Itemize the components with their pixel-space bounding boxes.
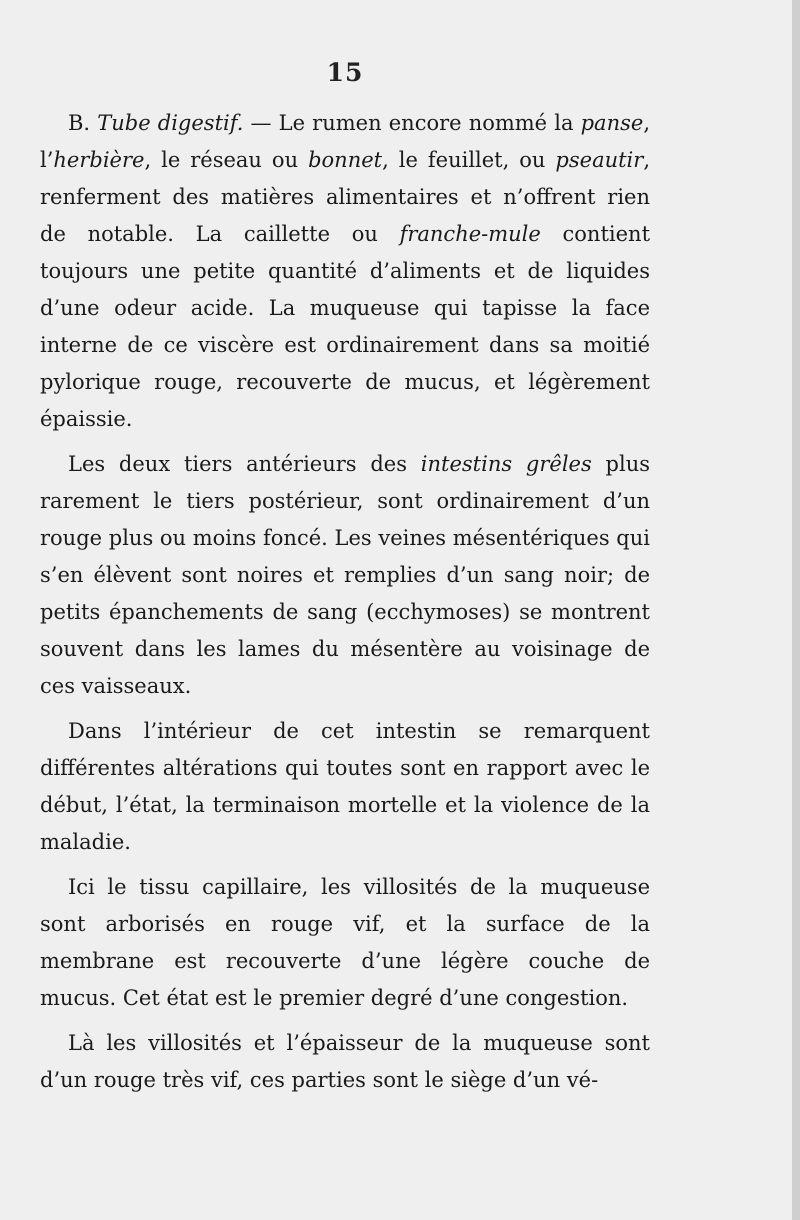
paragraph	[40, 1025, 650, 1099]
text-run: Dans l’intérieur de cet intestin se remarquent différentes altérations qui toutes sont en rapport avec le début, l’état, la terminaison mortelle et la violence de la maladie.	[40, 719, 650, 854]
paragraph	[40, 713, 650, 861]
text-run: Les deux tiers antérieurs des	[68, 452, 421, 476]
paragraph	[40, 105, 650, 438]
text-run: Ici le tissu capillaire, les villosités de la muqueuse sont arborisés en rouge vif, et la surface de la membrane est recouverte d’une légère couche de mucus. Cet état est le premier degré d’une congestion.	[40, 875, 650, 1010]
text-run: B.	[68, 111, 98, 135]
italic-run: intestins grêles	[420, 452, 592, 476]
italic-run: panse	[580, 111, 644, 135]
italic-run: franche-mule	[399, 222, 541, 246]
text-run: , le feuillet, ou	[382, 148, 556, 172]
text-run: Là les villosités et l’épaisseur de la muqueuse sont d’un rouge très vif, ces parties sont le siège d’un vé-	[40, 1031, 650, 1092]
italic-run: herbière	[53, 148, 145, 172]
italic-run: Tube digestif.	[97, 111, 244, 135]
italic-run: bonnet	[308, 148, 383, 172]
text-run: — Le rumen encore nommé la	[243, 111, 581, 135]
page-number: 15	[326, 58, 364, 87]
text-run: contient toujours une petite quantité d’aliments et de liquides d’une odeur acide. La muqueuse qui tapisse la face interne de ce viscère est ordinairement dans sa moitié pylorique rouge, recouverte de mucus, et légèrement épaissie.	[40, 222, 651, 431]
paragraph	[40, 869, 650, 1017]
paragraph	[40, 446, 650, 705]
text-run: , renferment des matières alimentaires et n’offrent rien de notable. La caillette ou	[40, 148, 650, 246]
text-run: , le réseau ou	[144, 148, 309, 172]
text-run: plus rarement le tiers postérieur, sont ordinairement d’un rouge plus ou moins foncé. Les veines mésentériques qui s’en élèvent sont noires et remplies d’un sang noir; de petits épanchements de sang (ecchymoses) se montrent souvent dans les lames du mésentère au voisinage de ces vaisseaux.	[40, 452, 650, 698]
text-run: , l’	[40, 111, 650, 172]
body-text	[40, 105, 650, 1099]
page-edge	[792, 0, 800, 1220]
italic-run: pseautir	[555, 148, 644, 172]
